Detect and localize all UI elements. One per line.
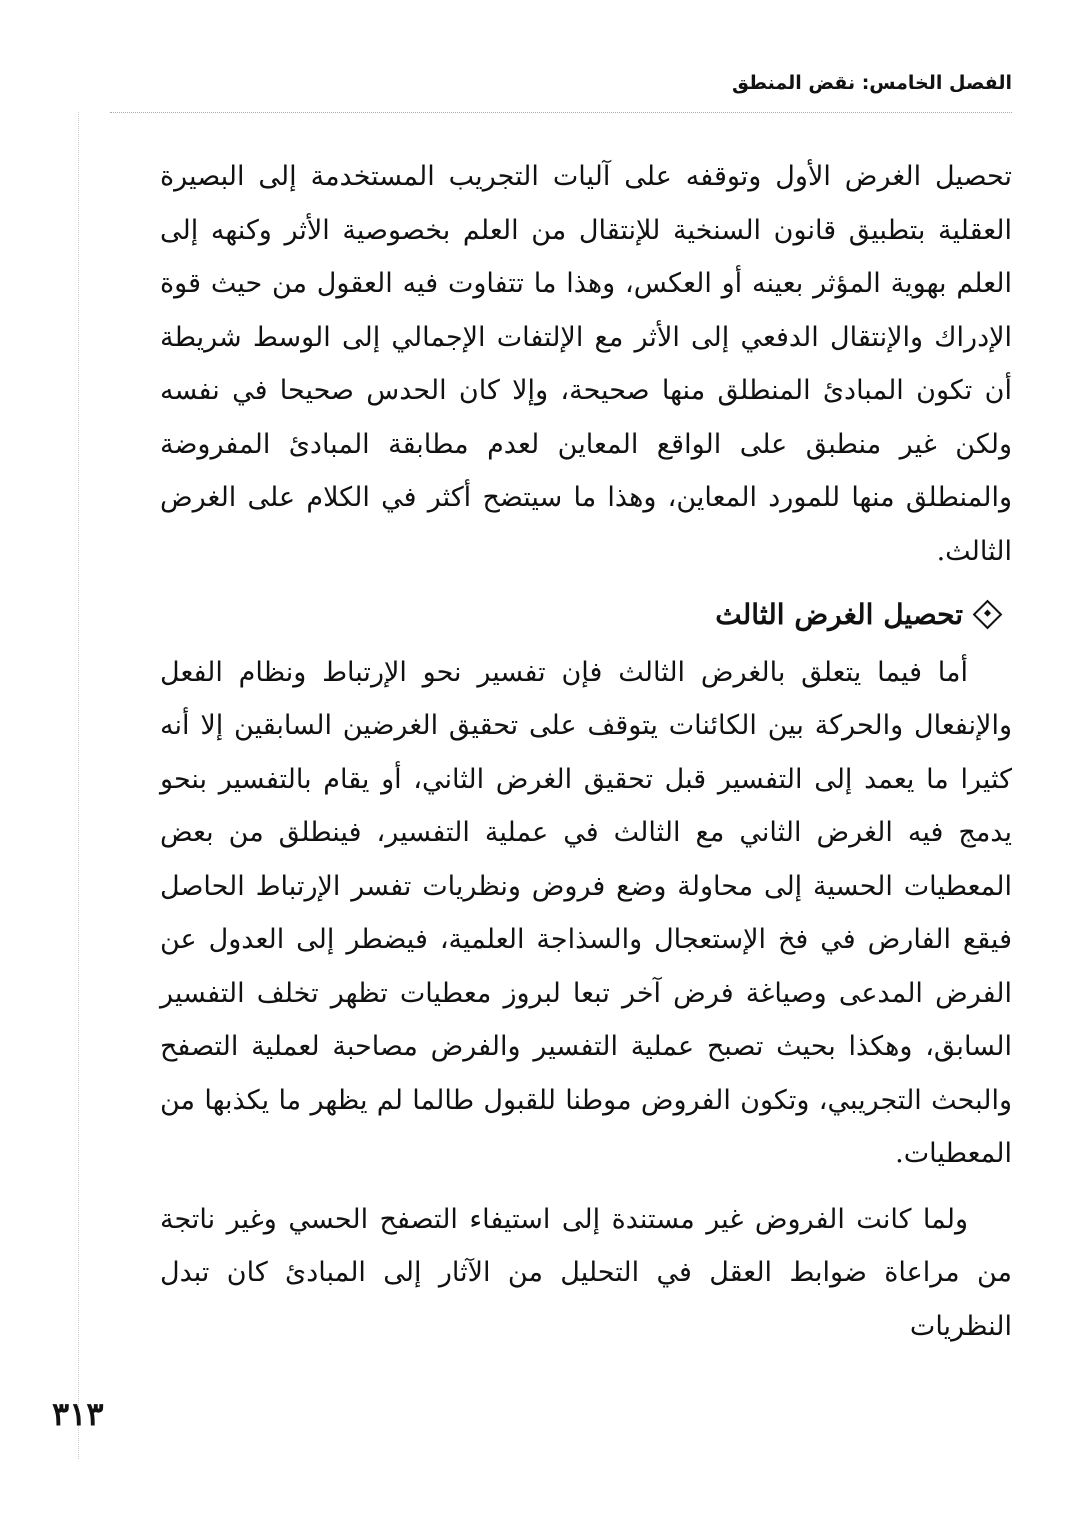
header-divider bbox=[110, 112, 1012, 113]
section-heading-text: تحصيل الغرض الثالث bbox=[715, 598, 963, 631]
page-number: ٣١٣ bbox=[52, 1395, 104, 1433]
diamond-bullet-icon bbox=[973, 600, 1003, 630]
body-text bbox=[160, 150, 1012, 1353]
paragraph: ولما كانت الفروض غير مستندة إلى استيفاء التصفح الحسي وغير ناتجة من مراعاة ضوابط العقل في التحليل من الآثار إلى المبادئ كان تبدل النظريات bbox=[160, 1203, 1012, 1342]
paragraph: أما فيما يتعلق بالغرض الثالث فإن تفسير نحو الإرتباط ونظام الفعل والإنفعال والحركة بين الكائنات يتوقف على تحقيق الغرضين السابقين إلا أنه كثيرا ما يعمد إلى التفسير قبل تحقيق الغرض الثاني، أو يقام بالتفسير بنحو يدمج فيه الغرض الثاني مع الثالث في عملية التفسير، فينطلق من بعض المعطيات الحسية إلى محاولة وضع فروض ونظريات تفسر الإرتباط الحاصل فيقع الفارض في فخ الإستعجال والسذاجة العلمية، فيضطر إلى العدول عن الفرض المدعى وصياغة فرض آخر تبعا لبروز معطيات تظهر تخلف التفسير السابق، وهكذا بحيث تصبح عملية التفسير والفرض مصاحبة لعملية التصفح والبحث التجريبي، وتكون الفروض موطنا للقبول طالما لم يظهر ما يكذبها من المعطيات. bbox=[160, 656, 1012, 1169]
margin-divider bbox=[78, 112, 79, 1459]
running-header: الفصل الخامس: نقض المنطق bbox=[731, 72, 1012, 94]
paragraph: تحصيل الغرض الأول وتوقفه على آليات التجريب المستخدمة إلى البصيرة العقلية بتطبيق قانون السنخية للإنتقال من العلم بخصوصية الأثر وكنهه إلى العلم بهوية المؤثر بعينه أو العكس، وهذا ما تتفاوت فيه العقول من حيث قوة الإدراك والإنتقال الدفعي إلى الأثر مع الإلتفات الإجمالي إلى الوسط شريطة أن تكون المبادئ المنطلق منها صحيحة، وإلا كان الحدس صحيحا في نفسه ولكن غير منطبق على الواقع المعاين لعدم مطابقة المبادئ المفروضة والمنطلق منها للمورد المعاين، وهذا ما سيتضح أكثر في الكلام على الغرض الثالث. bbox=[160, 161, 1012, 567]
section-heading bbox=[160, 588, 1012, 642]
